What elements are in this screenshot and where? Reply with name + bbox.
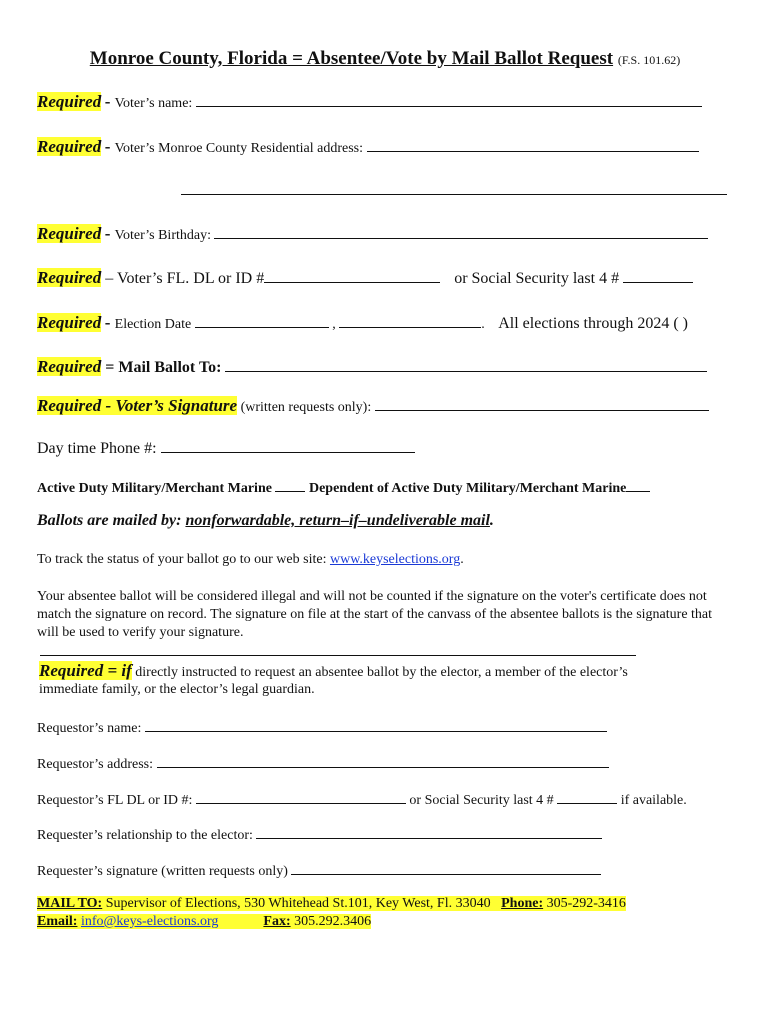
mail-ballot-to-field[interactable] xyxy=(225,357,707,372)
section-divider xyxy=(40,655,636,656)
mailed-by-prefix: Ballots are mailed by: xyxy=(37,512,182,529)
track-row: To track the status of your ballot go to our web site: www.keyselections.org. xyxy=(37,552,464,567)
email-link[interactable]: info@keys-elections.org xyxy=(80,914,219,929)
requestor-signature-label: Requester’s signature (written requests only) xyxy=(37,864,288,879)
mail-to-label: MAIL TO: xyxy=(37,896,103,911)
residential-address-row: Required - Voter’s Monroe County Residential address: xyxy=(37,137,699,157)
mail-to-row xyxy=(37,896,626,912)
required-label: Required xyxy=(37,268,102,287)
page-title xyxy=(0,48,770,70)
election-date-field-1[interactable] xyxy=(195,313,329,328)
dl-id-row: Required – Voter’s FL. DL or ID # or Social Security last 4 # xyxy=(37,268,693,288)
requestor-address-row xyxy=(37,753,609,773)
signature-warning: Your absentee ballot will be considered illegal and will not be counted if the signature on the voter's certificate does not match the signature on record. The signature on file at the start of the canvass of the absentee ballots is the signature that will be used to verify your signature. xyxy=(37,589,713,640)
voter-signature-field[interactable] xyxy=(375,396,709,411)
mail-to-address: Supervisor of Elections, 530 Whitehead St.101, Key West, Fl. 33040 xyxy=(105,896,491,911)
requestor-instruction-2: immediate family, or the elector’s legal guardian. xyxy=(39,682,315,697)
mailed-by-row: Ballots are mailed by: nonforwardable, return–if–undeliverable mail. xyxy=(37,512,494,529)
voter-signature-row xyxy=(37,396,709,416)
required-label: Required xyxy=(37,313,102,332)
requestor-address-label: Requestor’s address: xyxy=(37,757,153,772)
requestor-ssn-field[interactable] xyxy=(557,789,617,804)
mail-ballot-to-label: Mail Ballot To: xyxy=(118,359,222,376)
if-available-label: if available. xyxy=(620,793,687,808)
requestor-name-field[interactable] xyxy=(145,717,607,732)
birthday-field[interactable] xyxy=(214,224,708,239)
election-date-field-2[interactable] xyxy=(339,313,481,328)
dependent-label: Dependent of Active Duty Military/Merchant Marine xyxy=(308,481,627,496)
election-date-row: Required - Election Date , . All elections through 2024 ( ) xyxy=(37,313,688,332)
required-label: Required xyxy=(37,357,102,376)
fax-label: Fax: xyxy=(263,914,291,929)
required-label: Required xyxy=(37,137,102,156)
email-label: Email: xyxy=(37,914,78,929)
military-row xyxy=(37,477,650,497)
voter-name-field[interactable] xyxy=(196,92,702,107)
dependent-field[interactable] xyxy=(626,477,650,492)
phone-number: 305-292-3416 xyxy=(546,896,626,911)
birthday-label: Voter’s Birthday: xyxy=(114,228,211,243)
birthday-row: Required - Voter’s Birthday: xyxy=(37,224,708,244)
requestor-instruction-row xyxy=(39,661,628,681)
requestor-name-label: Requestor’s name: xyxy=(37,721,142,736)
mailed-by-method: nonforwardable, return–if–undeliverable mail xyxy=(185,512,490,529)
signature-note: (written requests only): xyxy=(240,400,372,415)
email-fax-row xyxy=(37,914,371,930)
requestor-dl-row xyxy=(37,789,687,809)
requestor-signature-field[interactable] xyxy=(291,860,601,875)
day-phone-field[interactable] xyxy=(161,438,415,453)
requestor-address-field[interactable] xyxy=(157,753,609,768)
election-date-label: Election Date xyxy=(114,317,192,332)
requestor-instruction-row-2 xyxy=(39,682,315,698)
dl-id-label: Voter’s FL. DL or ID # xyxy=(116,270,265,287)
all-elections-checkbox[interactable]: All elections through 2024 ( ) xyxy=(498,315,688,332)
requestor-relationship-label: Requester’s relationship to the elector: xyxy=(37,828,253,843)
day-phone-row xyxy=(37,438,415,458)
track-text: To track the status of your ballot go to our web site: xyxy=(37,552,327,567)
required-label: Required xyxy=(37,224,102,243)
requestor-relationship-row xyxy=(37,824,602,844)
voter-name-row: Required - Voter’s name: xyxy=(37,92,702,112)
residential-address-label: Voter’s Monroe County Residential address: xyxy=(114,141,363,156)
required-label: Required xyxy=(37,92,102,111)
day-phone-label: Day time Phone #: xyxy=(37,440,157,457)
requestor-signature-row xyxy=(37,860,601,880)
form-title: Monroe County, Florida = Absentee/Vote by Mail Ballot Request xyxy=(89,48,614,69)
requestor-name-row xyxy=(37,717,607,737)
requestor-dl-field[interactable] xyxy=(196,789,406,804)
statute-reference: (F.S. 101.62) xyxy=(617,53,681,67)
fax-number: 305.292.3406 xyxy=(294,914,372,929)
requestor-dl-label: Requestor’s FL DL or ID #: xyxy=(37,793,193,808)
track-link[interactable]: www.keyselections.org xyxy=(329,552,461,567)
active-duty-field[interactable] xyxy=(275,477,305,492)
residential-address-field[interactable] xyxy=(367,137,699,152)
ssn-field[interactable] xyxy=(623,268,693,283)
required-if-label: Required = if xyxy=(39,661,132,680)
active-duty-label: Active Duty Military/Merchant Marine xyxy=(37,481,272,496)
ssn-label: or Social Security last 4 # xyxy=(454,270,620,287)
requestor-relationship-field[interactable] xyxy=(256,824,602,839)
residential-address-row-2 xyxy=(181,180,727,200)
dl-id-field[interactable] xyxy=(264,268,440,283)
mail-ballot-to-row: Required = Mail Ballot To: xyxy=(37,357,707,377)
residential-address-field-2[interactable] xyxy=(181,180,727,195)
requestor-instruction-1: directly instructed to request an absentee ballot by the elector, a member of the elector’s xyxy=(135,665,628,680)
voter-name-label: Voter’s name: xyxy=(114,96,193,111)
requestor-ssn-label: or Social Security last 4 # xyxy=(409,793,554,808)
phone-label: Phone: xyxy=(501,896,544,911)
voter-signature-label: Required - Voter’s Signature xyxy=(37,396,238,415)
